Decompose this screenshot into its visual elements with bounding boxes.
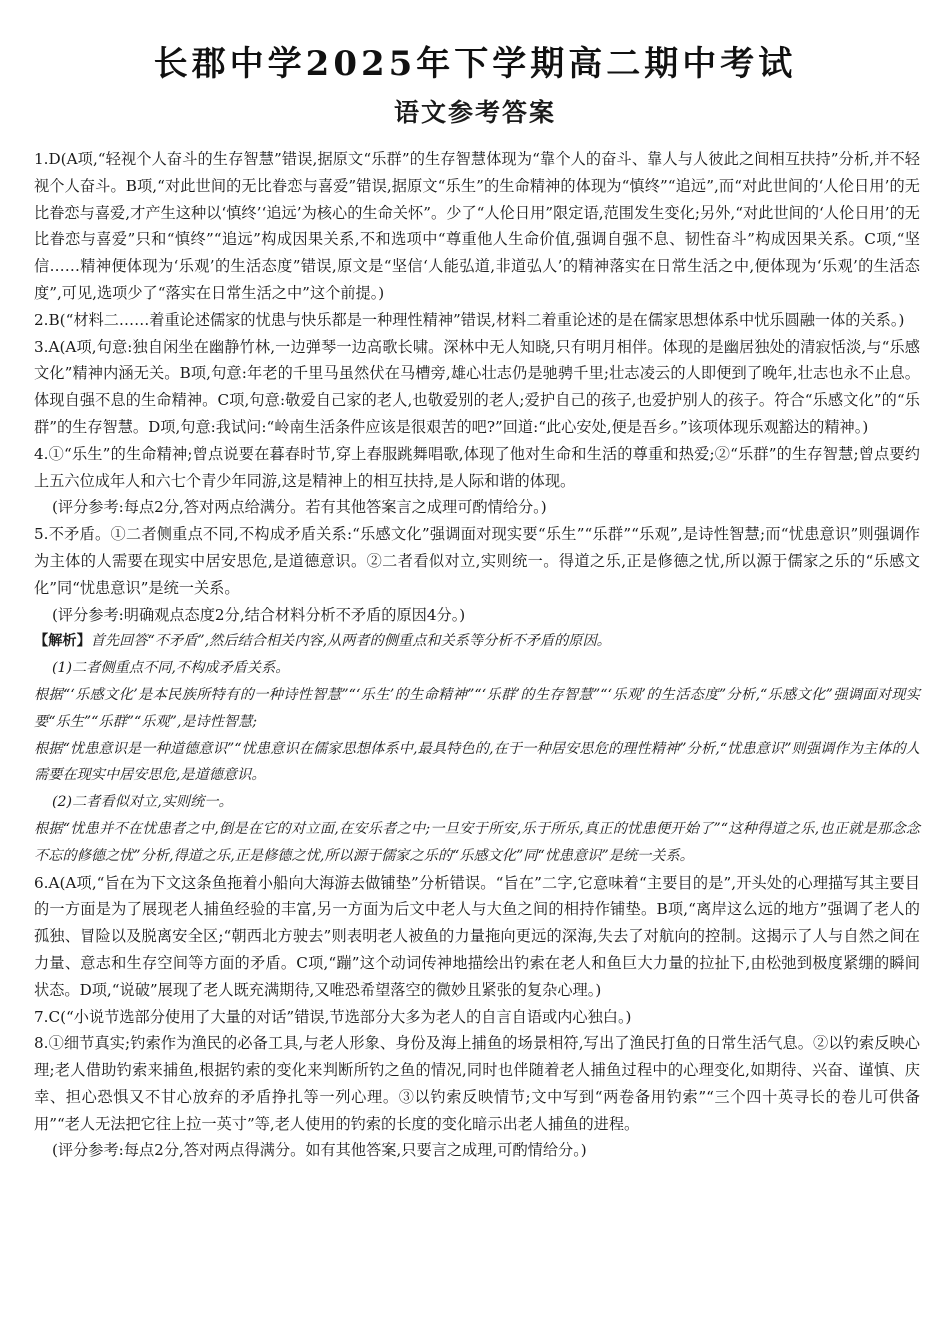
analysis-point-1-a: 根据“‘乐感文化’是本民族所特有的一种诗性智慧”“‘乐生’的生命精神”“‘乐群’的生存智慧”“‘乐观’的生活态度”分析,“乐感文化”强调面对现实要“乐生”“乐群”“乐观”,是诗性智慧; bbox=[34, 686, 920, 730]
answer-item-5: 5.不矛盾。①二者侧重点不同,不构成矛盾关系:“乐感文化”强调面对现实要“乐生”“乐群”“乐观”,是诗性智慧;而“忧患意识”则强调作为主体的人需要在现实中居安思危,是道德意识。②二者看似对立,实则统一。得道之乐,正是修德之忧,所以源于儒家之乐的“乐感文化”同“忧患意识”是统一关系。 bbox=[34, 525, 920, 597]
analysis-point-2-a: 根据“忧患并不在忧患者之中,倒是在它的对立面,在安乐者之中;一旦安于所安,乐于所乐,真正的忧患便开始了”“这种得道之乐,也正就是那念念不忘的修德之忧”分析,得道之乐,正是修德之忧,所以源于儒家之乐的“乐感文化”同“忧患意识”是统一关系。 bbox=[34, 820, 920, 864]
analysis-point-1-b: 根据“忧患意识是一种道德意识”“忧患意识在儒家思想体系中,最具特色的,在于一种居安思危的理性精神”分析,“忧患意识”则强调作为主体的人需要在现实中居安思危,是道德意识。 bbox=[34, 740, 920, 784]
analysis-tag: 【解析】 bbox=[34, 633, 91, 650]
answer-item-3: 3.A(A项,句意:独自闲坐在幽静竹林,一边弹琴一边高歌长啸。深林中无人知晓,只有明月相伴。体现的是幽居独处的清寂恬淡,与“乐感文化”精神内涵无关。B项,句意:年老的千里马虽然伏在马槽旁,雄心壮志仍是驰骋千里;壮志凌云的人即便到了晚年,壮志也永不止息。体现自强不息的生命精神。C项,句意:敬爱自己家的老人,也敬爱别的老人;爱护自己的孩子,也爱护别人的孩子。符合“乐感文化”的“乐群”的生存智慧。D项,句意:我试问:“岭南生活条件应该是很艰苦的吧?”回道:“此心安处,便是吾乡。”该项体现乐观豁达的精神。) bbox=[34, 337, 920, 436]
analysis-point-1-title: (1)二者侧重点不同,不构成矛盾关系。 bbox=[52, 660, 290, 677]
scoring-note-8: (评分参考:每点2分,答对两点得满分。如有其他答案,只要言之成理,可酌情给分。) bbox=[52, 1141, 587, 1160]
analysis-point-2-title: (2)二者看似对立,实则统一。 bbox=[52, 794, 233, 811]
answer-item-1: 1.D(A项,“轻视个人奋斗的生存智慧”错误,据原文“乐群”的生存智慧体现为“靠个人的奋斗、靠人与人彼此之间相互扶持”分析,并不轻视个人奋斗。B项,“对此世间的无比眷恋与喜爱”错误,据原文“乐生”的生命精神的体现为“慎终”“追远”,而“对此世间的‘人伦日用’的无比眷恋与喜爱,才产生这种以‘慎终’‘追远’为核心的生命关怀”。少了“人伦日用”限定语,范围发生变化;另外,“对此世间的‘人伦日用’的无比眷恋与喜爱”只和“慎终”“追远”构成因果关系,不和选项中“尊重他人生命价值,强调自强不息、韧性奋斗”构成因果关系。C项,“坚信……精神便体现为‘乐观’的生活态度”错误,原文是“坚信‘人能弘道,非道弘人’的精神落实在日常生活之中,便体现为‘乐观’的生活态度”,可见,选项少了“落实在日常生活之中”这个前提。) bbox=[34, 150, 920, 302]
page-title: 语文参考答案 bbox=[393, 98, 556, 127]
scoring-note-5: (评分参考:明确观点态度2分,结合材料分析不矛盾的原因4分。) bbox=[52, 605, 466, 624]
answer-item-2: 2.B(“材料二……着重论述儒家的忧患与快乐都是一种理性精神”错误,材料二着重论述的是在儒家思想体系中忧乐圆融一体的关系。) bbox=[34, 310, 905, 329]
school-exam-title: 长郡中学2025年下学期高二期中考试 bbox=[153, 44, 797, 84]
scoring-note-4: (评分参考:每点2分,答对两点给满分。若有其他答案言之成理可酌情给分。) bbox=[52, 498, 547, 517]
analysis-intro bbox=[34, 628, 920, 655]
analysis-intro-text: 首先回答“不矛盾”,然后结合相关内容,从两者的侧重点和关系等分析不矛盾的原因。 bbox=[90, 633, 611, 650]
answer-item-8: 8.①细节真实;钓索作为渔民的必备工具,与老人形象、身份及海上捕鱼的场景相符,写出了渔民打鱼的日常生活气息。②以钓索反映心理;老人借助钓索来捕鱼,根据钓索的变化来判断所钓之鱼的情况,同时也伴随着老人捕鱼过程中的心理变化,如期待、兴奋、谨慎、庆幸、担心恐惧又不甘心放弃的矛盾挣扎等一列心理。③以钓索反映情节;文中写到“两卷备用钓索”“三个四十英寻长的卷儿可供备用”“老人无法把它往上拉一英寸”等,老人使用的钓索的长度的变化暗示出老人捕鱼的进程。 bbox=[34, 1034, 920, 1133]
answer-item-7: 7.C(“小说节选部分使用了大量的对话”错误,节选部分大多为老人的自言自语或内心独白。) bbox=[34, 1007, 632, 1026]
answer-item-6: 6.A(A项,“旨在为下文这条鱼拖着小船向大海游去做铺垫”分析错误。“旨在”二字,它意味着“主要目的是”,开头处的心理描写其主要目的一方面是为了展现老人捕鱼经验的丰富,另一方面为后文中老人与大鱼之间的相持作铺垫。B项,“离岸这么远的地方”强调了老人的孤独、冒险以及脱离安全区;“朝西北方驶去”则表明老人被鱼的力量拖向更远的深海,失去了对航向的控制。这揭示了人与自然之间在力量、意志和生存空间等方面的矛盾。C项,“蹦”这个动词传神地描绘出钓索在老人和鱼巨大力量的拉扯下,由松弛到极度紧绷的瞬间状态。D项,“说破”展现了老人既充满期待,又唯恐希望落空的微妙且紧张的复杂心理。) bbox=[34, 873, 920, 999]
answer-item-4: 4.①“乐生”的生命精神;曾点说要在暮春时节,穿上春服跳舞唱歌,体现了他对生命和生活的尊重和热爱;②“乐群”的生存智慧;曾点要约上五六位成年人和六七个青少年同游,这是精神上的相互扶持,是人际和谐的体现。 bbox=[34, 444, 920, 490]
answer-body bbox=[34, 146, 920, 1164]
